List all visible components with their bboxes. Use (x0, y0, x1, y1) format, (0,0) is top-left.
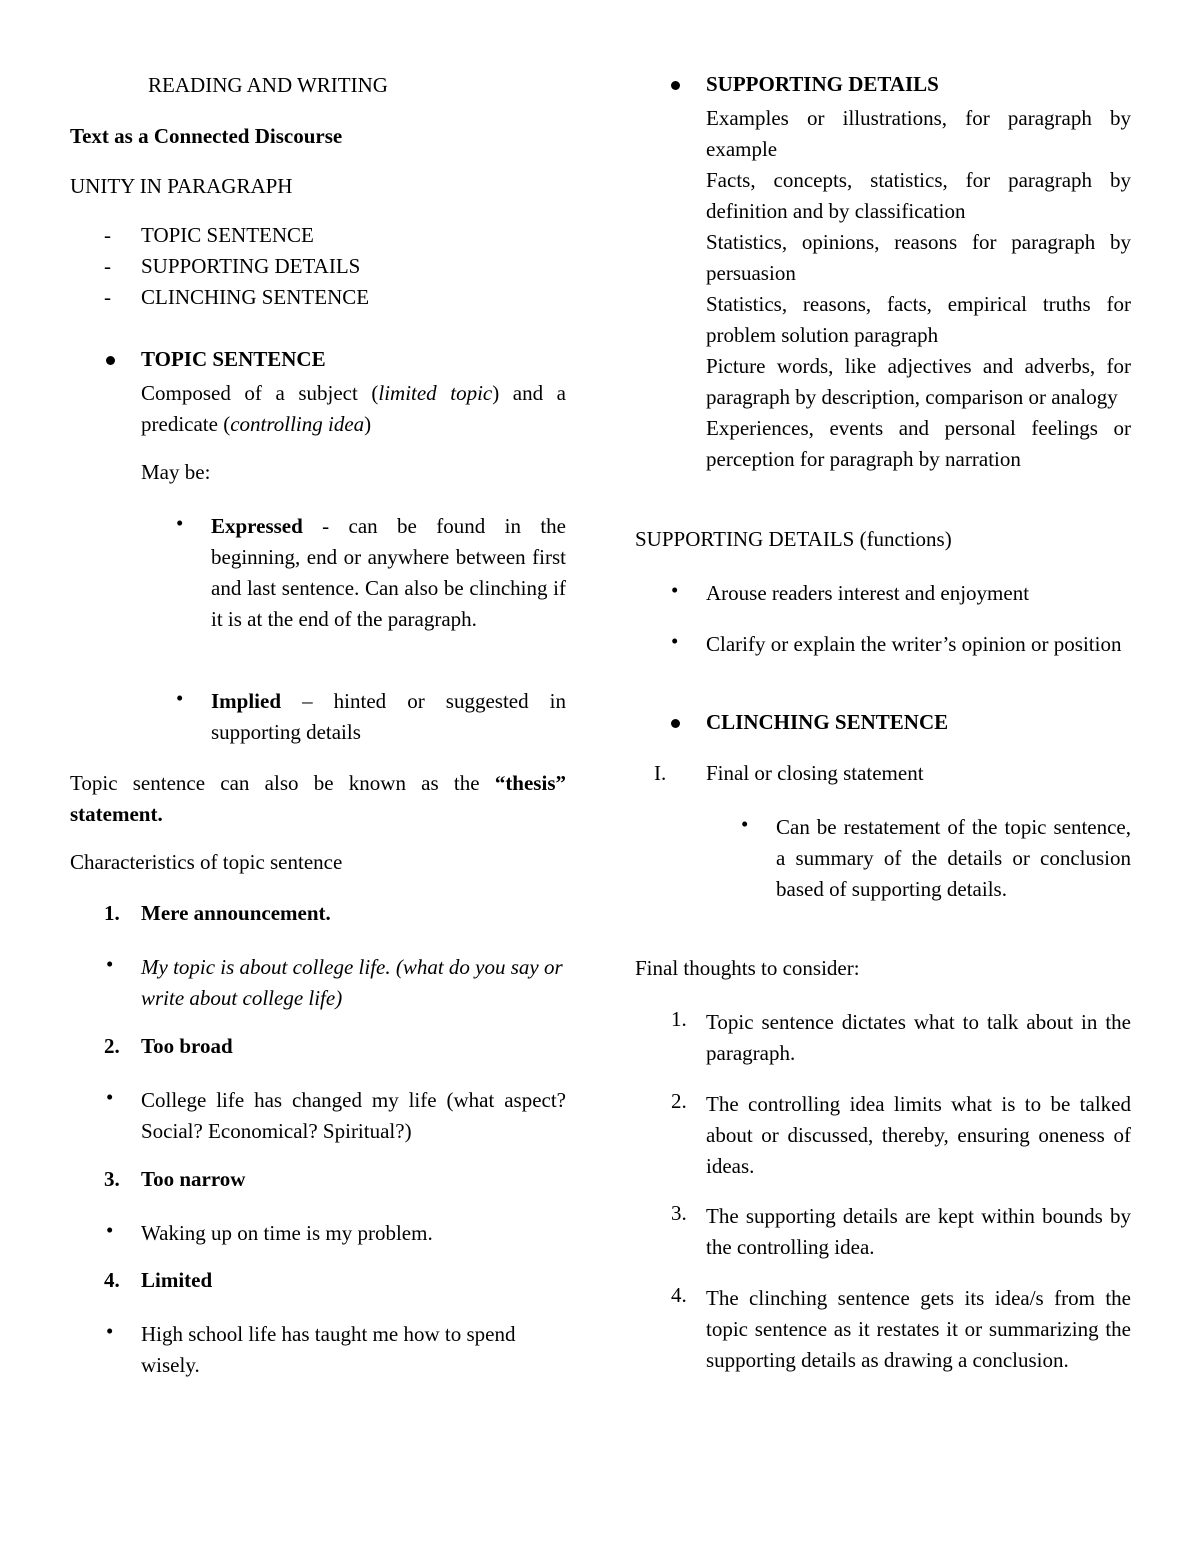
function-item: Clarify or explain the writer’s opinion or position (706, 632, 1122, 656)
characteristic-title: Mere announcement. (141, 901, 331, 925)
bullet-marker: • (106, 1085, 114, 1109)
bullet-marker: • (176, 686, 184, 710)
supporting-line: Picture words, like adjectives and adverbs, for paragraph by description, comparison or analogy (706, 354, 1131, 409)
implied-item: Implied – hinted or suggested in supporting details (211, 689, 566, 744)
bullet-dot (671, 719, 680, 728)
final-item: Topic sentence dictates what to talk about in the paragraph. (706, 1010, 1131, 1065)
bullet-marker: • (671, 629, 679, 653)
clinching-sub: Can be restatement of the topic sentence, a summary of the details or conclusion based of supporting details. (776, 815, 1131, 901)
bullet-marker: • (106, 1218, 114, 1242)
bullet-marker: • (741, 812, 749, 836)
supporting-lines (706, 103, 1131, 475)
unity-heading: UNITY IN PARAGRAPH (70, 174, 293, 198)
dash-marker: - (104, 254, 111, 278)
bullet-marker: • (106, 1319, 114, 1343)
characteristic-title: Too narrow (141, 1167, 246, 1191)
list-number: 2. (104, 1034, 120, 1058)
dash-marker: - (104, 223, 111, 247)
thesis-note: Topic sentence can also be known as the “thesis” statement. (70, 771, 566, 826)
list-number: 3. (671, 1201, 687, 1225)
list-number: 4. (671, 1283, 687, 1307)
supporting-heading: SUPPORTING DETAILS (706, 72, 939, 96)
bullet-marker: • (106, 952, 114, 976)
characteristics-heading: Characteristics of topic sentence (70, 850, 343, 874)
list-number: 1. (671, 1007, 687, 1031)
clinching-item: Final or closing statement (706, 761, 924, 785)
list-number: 4. (104, 1268, 120, 1292)
characteristic-example: College life has changed my life (what aspect? Social? Economical? Spiritual?) (141, 1088, 566, 1143)
characteristic-title: Limited (141, 1268, 213, 1292)
final-item: The clinching sentence gets its idea/s from the topic sentence as it restates it or summarizing the supporting details as drawing a conclusion. (706, 1286, 1131, 1372)
final-item: The supporting details are kept within bounds by the controlling idea. (706, 1204, 1131, 1259)
supporting-line: Facts, concepts, statistics, for paragraph by definition and by classification (706, 168, 1131, 223)
list-number: 3. (104, 1167, 120, 1191)
bullet-dot (671, 81, 680, 90)
characteristic-example: Waking up on time is my problem. (141, 1221, 433, 1245)
subtitle: Text as a Connected Discourse (70, 124, 343, 148)
bullet-marker: • (176, 511, 184, 535)
functions-heading: SUPPORTING DETAILS (functions) (635, 527, 952, 551)
supporting-line: Experiences, events and personal feelings or perception for paragraph by narration (706, 416, 1131, 471)
may-be-label: May be: (141, 460, 211, 484)
unity-item: SUPPORTING DETAILS (141, 254, 361, 278)
characteristic-example: My topic is about college life. (what do you say or write about college life) (141, 955, 563, 1010)
topic-heading: TOPIC SENTENCE (141, 347, 326, 371)
supporting-line: Statistics, opinions, reasons for paragraph by persuasion (706, 230, 1131, 285)
clinching-heading: CLINCHING SENTENCE (706, 710, 949, 734)
bullet-marker: • (671, 578, 679, 602)
bullet-dot (106, 356, 115, 365)
list-number: 2. (671, 1089, 687, 1113)
final-item: The controlling idea limits what is to be talked about or discussed, thereby, ensuring oneness of ideas. (706, 1092, 1131, 1178)
supporting-line: Statistics, reasons, facts, empirical truths for problem solution paragraph (706, 292, 1131, 347)
page-title: READING AND WRITING (148, 73, 388, 97)
unity-item: TOPIC SENTENCE (141, 223, 314, 247)
characteristic-example: High school life has taught me how to spend wisely. (141, 1322, 516, 1377)
roman-number: I. (654, 761, 667, 785)
final-heading: Final thoughts to consider: (635, 956, 860, 980)
expressed-item: Expressed - can be found in the beginning, end or anywhere between first and last sentence. Can also be clinching if it is at the end of the paragraph. (211, 514, 566, 631)
supporting-line: Examples or illustrations, for paragraph by example (706, 106, 1131, 161)
dash-marker: - (104, 285, 111, 309)
topic-description: Composed of a subject (limited topic) and a predicate (controlling idea) (141, 381, 566, 436)
list-number: 1. (104, 901, 120, 925)
function-item: Arouse readers interest and enjoyment (706, 581, 1030, 605)
characteristic-title: Too broad (141, 1034, 233, 1058)
unity-item: CLINCHING SENTENCE (141, 285, 370, 309)
